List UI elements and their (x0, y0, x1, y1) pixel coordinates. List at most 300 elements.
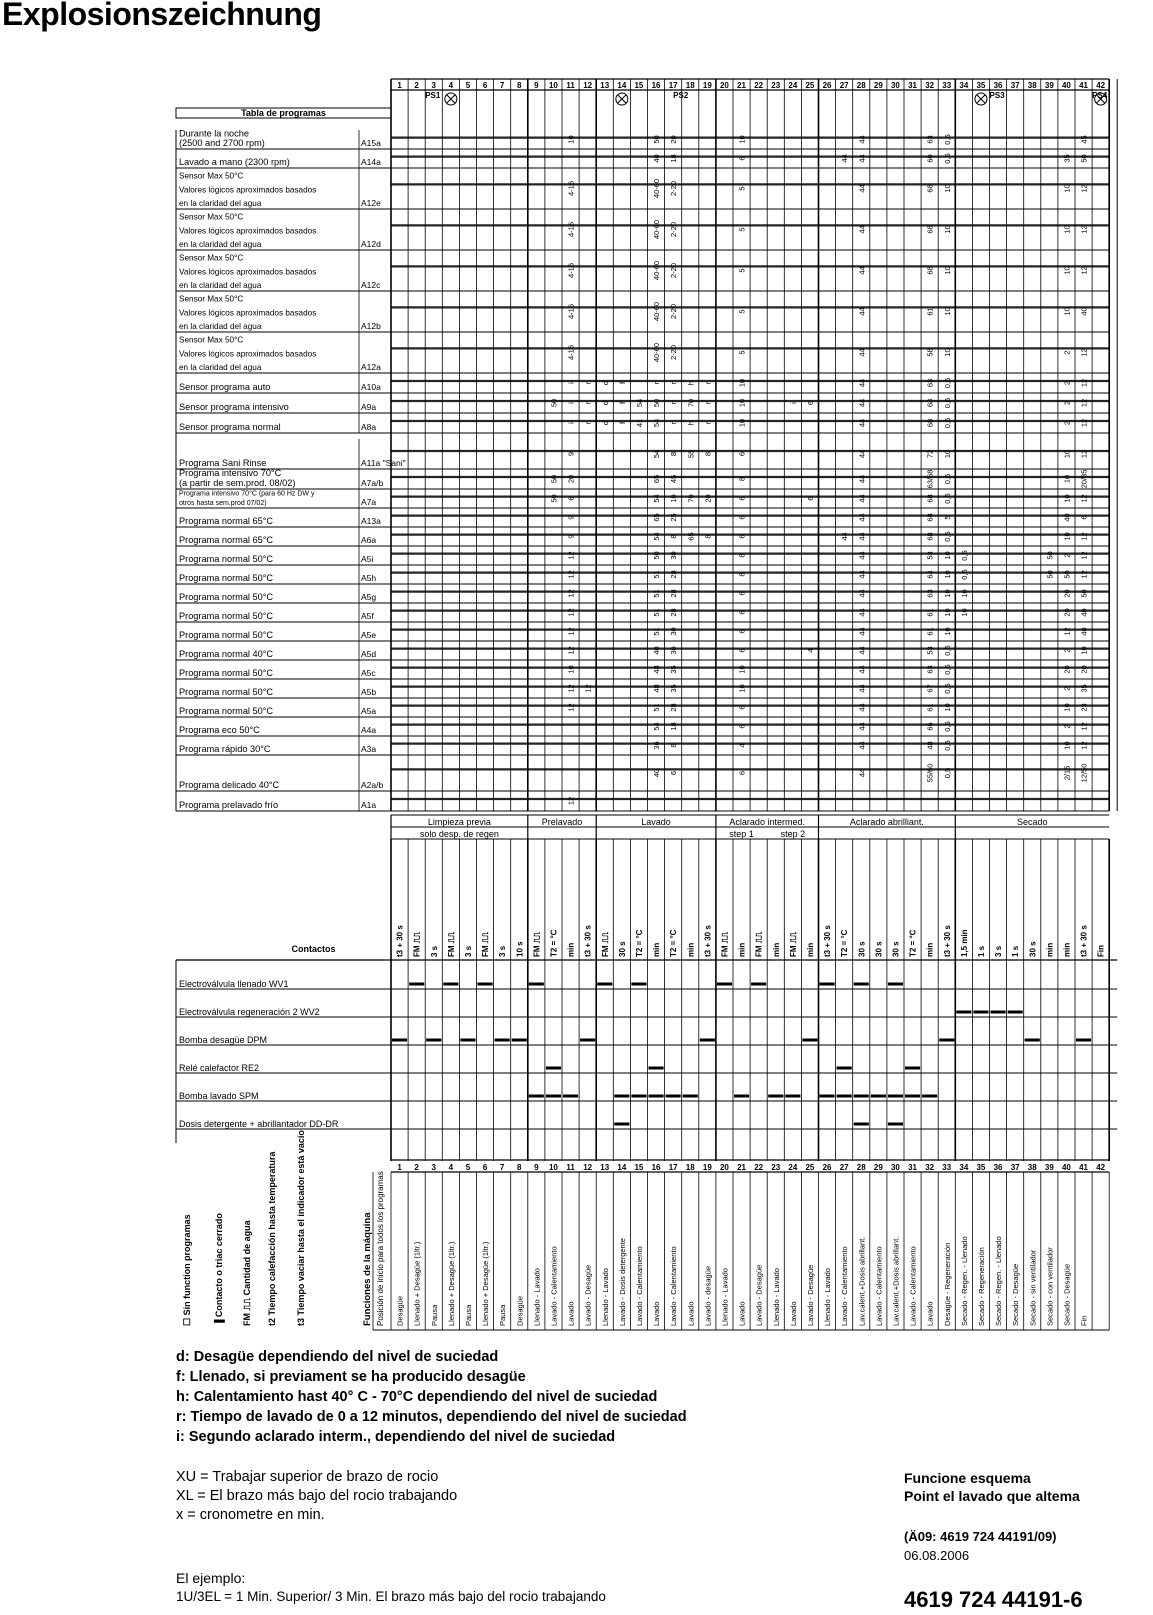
phase-label: Aclarado abrilliant. (849, 817, 924, 827)
column-parameter: 30 s (874, 941, 884, 957)
program-value: 58 (925, 348, 935, 357)
program-value: 12 (1079, 266, 1089, 275)
program-value: 50 (1045, 570, 1055, 579)
column-number-bottom: 10 (548, 1163, 558, 1172)
program-code: A1a (361, 800, 377, 810)
program-value: 54 (652, 449, 662, 459)
program-code: A13a (361, 516, 381, 526)
program-value: 10 (566, 665, 576, 674)
function-label: Llenado - Lavado (823, 1268, 833, 1326)
program-value: 20 (1062, 608, 1072, 617)
program-code: A5g (361, 592, 377, 602)
legend-f: f: Llenado, si previament se ha producido desagüe (176, 1369, 526, 1385)
program-value: 12 (1079, 225, 1089, 234)
program-value: 36 (652, 741, 662, 750)
program-value: 12 (1079, 570, 1089, 579)
document-number: 4619 724 44191-6 (904, 1587, 1083, 1612)
function-label: Desagüe - Regeneración (942, 1242, 952, 1326)
function-label: Secado - Desagüe (1062, 1263, 1072, 1326)
pressure-switch-label: PS4 (1092, 91, 1108, 100)
program-value: 44 (857, 225, 867, 234)
program-name: (a partir de sem.prod. 08/02) (179, 478, 296, 488)
program-name: Sensor Max 50°C (179, 253, 244, 263)
program-value: 6 (737, 591, 747, 596)
legend-d: d: Desagüe dependiendo del nivel de suciedad (176, 1349, 499, 1365)
program-value: 44 (857, 684, 867, 693)
column-number-top: 18 (685, 81, 695, 90)
program-name: Sensor Max 50°C (179, 212, 244, 222)
program-value: 12 (566, 684, 576, 693)
program-value: 9 (566, 515, 576, 520)
program-value: r (652, 381, 662, 385)
program-value: 40-60 (652, 219, 662, 240)
program-code: A12c (361, 280, 381, 290)
program-value: r (703, 401, 713, 405)
program-value: 50 (549, 494, 559, 503)
column-number-bottom: 22 (754, 1163, 764, 1172)
program-value: 40-60 (652, 301, 662, 322)
program-value: 12 (1079, 398, 1089, 408)
document-date: 06.08.2006 (904, 1548, 970, 1563)
program-value: 10 (737, 665, 747, 674)
program-value: 44 (857, 266, 867, 275)
program-value: 44 (857, 307, 867, 316)
program-value: 12 (1079, 741, 1089, 750)
function-label: Secado - Regeneración (976, 1247, 986, 1326)
key-item: t3 Tiempo vaciar hasta el indicador está vacío (296, 1130, 306, 1326)
program-value: 28 (669, 703, 679, 712)
legend-r: r: Tiempo de lavado de 0 a 12 minutos, dependiendo del nivel de suciedad (176, 1409, 687, 1425)
program-name: Programa Sani Rinse (179, 458, 267, 468)
program-name: Programa normal 65°C (179, 535, 274, 545)
program-value: h (686, 420, 696, 426)
program-value: 50 (652, 398, 662, 408)
function-label: Secado - Desagüe (1011, 1263, 1021, 1326)
program-value: 20/35 (1079, 469, 1089, 489)
phase-label: Prelavado (541, 817, 583, 827)
program-value: 18 (669, 154, 679, 163)
column-number-top: 9 (534, 81, 539, 90)
program-value: 40 (652, 154, 662, 163)
program-value: 0,5 (942, 473, 952, 485)
program-value: 50 (549, 474, 559, 484)
program-name: Programa normal 50°C (179, 668, 274, 678)
program-value: 12 (1079, 532, 1089, 541)
program-value: 2-20 (669, 180, 679, 197)
column-number-bottom: 30 (890, 1163, 900, 1172)
column-number-top: 22 (754, 81, 764, 90)
program-value: 6 (737, 515, 747, 520)
program-value: 4-16 (566, 303, 576, 320)
program-value: 10 (737, 378, 747, 388)
column-parameter: T2 = °C (669, 929, 679, 957)
program-value: 10 (1062, 184, 1072, 193)
column-number-bottom: 29 (873, 1163, 883, 1172)
column-number-top: 12 (583, 81, 593, 90)
program-name: Programa normal 50°C (179, 611, 274, 621)
program-value: 8 (703, 451, 713, 457)
function-label: Desagüe (515, 1295, 525, 1326)
program-value: 10 (1062, 225, 1072, 234)
page-title: Explosionszeichnung (2, 0, 322, 32)
program-value: 44 (857, 135, 867, 144)
program-value: 10 (942, 348, 952, 357)
program-code: A5a (361, 706, 377, 716)
program-value: 50 (652, 135, 662, 144)
program-value: 60 (925, 154, 935, 163)
column-number-bottom: 3 (431, 1163, 436, 1172)
column-number-top: 26 (822, 81, 832, 90)
phase-label: Lavado (641, 817, 671, 827)
program-code: A14a (361, 157, 381, 167)
program-value: r (703, 421, 713, 425)
column-parameter: FM ⎍⎍ (720, 932, 730, 957)
function-label: Lavado - Calentamiento (634, 1246, 644, 1326)
program-value: 40 (1079, 307, 1089, 316)
program-name: Programa normal 50°C (179, 592, 274, 602)
legend-h: h: Calentamiento hast 40° C - 70°C dependiendo del nivel de suciedad (176, 1389, 658, 1405)
program-value: 2-20 (669, 221, 679, 238)
column-number-top: 15 (634, 81, 644, 90)
program-value: d (600, 380, 610, 386)
program-value: r (669, 401, 679, 405)
column-parameter: T2 = °C (908, 929, 918, 957)
program-value: 44 (857, 551, 867, 560)
program-code: A5f (361, 611, 374, 621)
program-value: 10 (942, 703, 952, 712)
program-name: Programa normal 65°C (179, 516, 274, 526)
key-item: ☐ Sin function programas (182, 1214, 192, 1326)
program-name: en la claridad del agua (179, 322, 262, 331)
program-name: en la claridad del agua (179, 199, 262, 208)
subphase-label: step 1 (729, 829, 754, 839)
program-value: 4 (737, 743, 747, 748)
program-value: 10 (942, 225, 952, 234)
column-parameter: FM ⎍⎍ (532, 932, 542, 957)
program-value: 68 (925, 225, 935, 234)
program-value: 0,5 (942, 153, 952, 164)
column-parameter: min (925, 942, 935, 957)
program-value: r (703, 381, 713, 385)
program-value: 44 (857, 513, 867, 522)
program-value: 12 (1079, 494, 1089, 503)
program-value: 6 (566, 496, 576, 501)
program-value: h (686, 380, 696, 386)
program-value: 51 (652, 570, 662, 579)
program-value: 10 (737, 418, 747, 428)
program-value: 0,5 (959, 550, 969, 561)
pressure-switch-label: PS3 (989, 91, 1005, 100)
table-title: Tabla de programas (241, 108, 326, 118)
program-value: 6 (669, 770, 679, 776)
side-line-2: Point el lavado que altema (904, 1488, 1080, 1504)
program-value: 44 (857, 665, 867, 674)
column-number-top: 6 (482, 81, 488, 90)
program-code: A5e (361, 630, 377, 640)
function-label: Lavado - Desagüe (805, 1264, 815, 1326)
column-parameter: Fin (1096, 945, 1106, 957)
column-parameter: t3 + 30 s (823, 925, 833, 957)
program-value: i (566, 422, 576, 424)
program-value: 0,5 (942, 645, 952, 656)
program-value: 12 (1079, 184, 1089, 193)
program-value: 51 (652, 627, 662, 636)
column-parameter: 30 s (617, 941, 627, 957)
program-value: 65 (652, 513, 662, 522)
program-name: Valores lógicos aproximados basados (179, 308, 317, 318)
column-number-bottom: 27 (839, 1163, 849, 1172)
program-value: 68 (925, 494, 935, 503)
function-label: Llenado - Lavado (771, 1268, 781, 1326)
program-code: A11a "Sani" (361, 458, 406, 468)
column-number-bottom: 39 (1044, 1163, 1054, 1172)
column-number-bottom: 33 (942, 1163, 952, 1172)
contact-name: Relé calefactor RE2 (179, 1063, 260, 1073)
program-name: Valores lógicos aproximados basados (179, 267, 317, 277)
program-value: 10 (669, 494, 679, 503)
program-value: 12 (1079, 418, 1089, 428)
program-value: 12 (1062, 627, 1072, 636)
program-value: 44 (857, 589, 867, 598)
phase-label: Secado (1016, 817, 1048, 827)
column-number-top: 23 (771, 81, 781, 90)
program-value: 66 (925, 722, 935, 731)
program-code: A6a (361, 535, 377, 545)
column-number-top: 40 (1061, 81, 1071, 90)
column-number-bottom: 21 (737, 1163, 747, 1172)
program-name: otros hasta sem.prod 07/02) (179, 500, 267, 507)
program-code: A12e (361, 198, 381, 208)
program-value: 2 (1062, 400, 1072, 406)
program-value: 6 (737, 724, 747, 729)
column-number-bottom: 14 (617, 1163, 627, 1172)
contact-name: Bomba lavado SPM (179, 1091, 259, 1101)
program-value: 2-20 (669, 262, 679, 279)
column-number-bottom: 7 (499, 1163, 505, 1172)
column-parameter: min (652, 942, 662, 957)
column-parameter: 1 s (1011, 945, 1021, 957)
program-value: 12 (566, 570, 576, 579)
program-value: 44 (857, 570, 867, 579)
program-value: 68 (925, 184, 935, 193)
column-number-bottom: 16 (651, 1163, 661, 1172)
program-value: 44 (857, 608, 867, 617)
column-number-bottom: 15 (634, 1163, 644, 1172)
program-value: f (617, 381, 627, 385)
program-value: 40 (652, 768, 662, 778)
column-number-top: 16 (651, 81, 661, 90)
column-number-bottom: 17 (668, 1163, 678, 1172)
program-name: Sensor programa auto (179, 382, 271, 392)
column-number-bottom: 8 (517, 1163, 522, 1172)
column-number-top: 34 (959, 81, 969, 90)
contact-name: Electroválvula llenado WV1 (179, 979, 289, 989)
program-code: A10a (361, 382, 381, 392)
function-label: Lavado (788, 1301, 798, 1326)
column-number-top: 5 (465, 81, 471, 90)
function-label: Secado - con ventilador (1045, 1247, 1055, 1326)
program-value: i (566, 382, 576, 384)
program-value: 8 (703, 534, 713, 539)
function-label: Secado - Regen. - Llenado (959, 1236, 969, 1326)
column-parameter: 3 s (994, 945, 1004, 957)
program-value: 20 (669, 135, 679, 144)
column-number-top: 38 (1027, 81, 1037, 90)
program-value: i (566, 402, 576, 404)
program-value: 70 (686, 494, 696, 503)
program-value: 44 (840, 154, 850, 163)
program-value: 10 (959, 608, 969, 617)
column-parameter: t3 + 30 s (395, 925, 405, 957)
program-name: Programa normal 40°C (179, 649, 274, 659)
column-parameter: min (805, 942, 815, 957)
program-value: 5 (737, 350, 747, 355)
program-name: Valores lógicos aproximados basados (179, 185, 317, 195)
program-value: 40 (652, 646, 662, 655)
column-number-bottom: 1 (397, 1163, 402, 1172)
program-value: 44 (857, 494, 867, 503)
function-label: Llenado - Lavado (532, 1268, 542, 1326)
function-label: Llenado - Lavado (720, 1268, 730, 1326)
note-xu: XU = Trabajar superior de brazo de rocio (176, 1469, 439, 1485)
column-parameter: T2 = °C (549, 929, 559, 957)
function-label: Pausa (463, 1304, 473, 1326)
program-value: 48 (925, 741, 935, 750)
function-label: Lavado - Calentamiento (874, 1246, 884, 1326)
column-parameter: 3 s (498, 945, 508, 957)
program-value: 68 (925, 513, 935, 522)
column-number-bottom: 26 (822, 1163, 832, 1172)
column-number-top: 3 (431, 81, 436, 90)
column-number-top: 33 (942, 81, 952, 90)
program-value: 0,5 (942, 377, 952, 389)
function-label: Llenado + Desagüe (1ltr.) (481, 1241, 491, 1326)
program-value: 10 (737, 135, 747, 144)
program-value: 6 (737, 648, 747, 653)
column-number-bottom: 31 (908, 1163, 918, 1172)
program-value: 35 (669, 665, 679, 674)
program-code: A12d (361, 239, 381, 249)
function-label: Secado - sin ventilador (1028, 1249, 1038, 1326)
column-number-top: 36 (993, 81, 1003, 90)
program-value: 10 (1062, 703, 1072, 712)
program-value: 23 (1079, 703, 1089, 712)
column-number-bottom: 34 (959, 1163, 969, 1172)
column-number-top: 2 (414, 81, 419, 90)
program-value: 8 (737, 476, 747, 482)
program-name: Programa intensivo 70°C (para 60 Hz DW y (179, 490, 315, 498)
functions-title: Funciones de la máquina (362, 1212, 373, 1326)
column-number-top: 27 (839, 81, 849, 90)
program-value: 55 (686, 449, 696, 459)
function-label: Lavado - Dosis detergente (617, 1238, 627, 1326)
column-parameter: t3 + 30 s (583, 925, 593, 957)
program-value: r (669, 421, 679, 425)
program-value: 0,5 (942, 493, 952, 504)
program-value: 10 (737, 684, 747, 693)
column-number-top: 21 (737, 81, 747, 90)
column-number-bottom: 5 (465, 1163, 471, 1172)
program-value: 0,5 (942, 664, 952, 675)
program-value: 12 (1079, 449, 1089, 459)
program-value: 4-16 (566, 262, 576, 279)
program-value: 40 (1079, 627, 1089, 636)
program-value: 54 (652, 418, 662, 428)
column-number-top: 41 (1079, 81, 1089, 90)
program-value: 0,5 (942, 767, 952, 779)
program-value: 65 (686, 532, 696, 541)
function-label: Llenado - Lavado (600, 1268, 610, 1326)
function-label: Pausa (498, 1304, 508, 1326)
column-number-top: 10 (548, 81, 558, 90)
program-value: 20 (566, 474, 576, 484)
program-value: 18 (669, 722, 679, 731)
program-value: 4-16 (566, 180, 576, 197)
program-value: 25 (669, 513, 679, 522)
program-value: 12 (566, 627, 576, 636)
program-value: 0,5 (942, 417, 952, 429)
program-value: 2/15 (1062, 765, 1072, 781)
program-value: 20 (1062, 665, 1072, 674)
program-value: 50 (1079, 589, 1089, 598)
column-number-bottom: 38 (1027, 1163, 1037, 1172)
program-code: A5c (361, 668, 376, 678)
example-text: 1U/3EL = 1 Min. Superior/ 3 Min. El brazo más bajo del rocio trabajando (176, 1589, 606, 1604)
switch-symbol-icon (445, 93, 457, 105)
program-value: 6 (737, 156, 747, 161)
program-name: Durante la noche (179, 128, 249, 139)
program-value: 40-60 (652, 342, 662, 363)
program-name: Sensor Max 50°C (179, 171, 244, 181)
program-value: 70 (686, 398, 696, 408)
program-value: 10 (942, 449, 952, 459)
program-name: Sensor Max 50°C (179, 294, 244, 304)
column-number-top: 11 (566, 81, 575, 90)
column-parameter: FM ⎍⎍ (481, 932, 491, 957)
program-value: 35 (1062, 154, 1072, 163)
program-value: 2 (1062, 686, 1072, 691)
program-value: 45 (1079, 135, 1089, 144)
program-value: 5 (942, 515, 952, 520)
program-code: A12b (361, 321, 381, 331)
program-value: 44 (857, 184, 867, 193)
function-label: Llenado + Desagüe (1ltr.) (446, 1241, 456, 1326)
program-value: 9 (566, 534, 576, 539)
program-value: 6 (805, 400, 815, 406)
program-value: 50 (652, 551, 662, 560)
program-value: 51 (652, 703, 662, 712)
key-item: t2 Tiempo calefacción hasta temperatura (267, 1151, 277, 1326)
program-value: 4-16 (566, 221, 576, 238)
program-value: 44 (857, 703, 867, 712)
column-parameter: t3 + 30 s (1079, 925, 1089, 957)
program-value: 10 (1062, 266, 1072, 275)
program-value: 9 (566, 451, 576, 457)
program-value: 5 (737, 268, 747, 273)
program-value: 28 (669, 570, 679, 579)
column-number-top: 1 (397, 81, 402, 90)
column-number-top: 14 (617, 81, 627, 90)
program-value: 51 (652, 589, 662, 598)
program-name: en la claridad del agua (179, 281, 262, 290)
column-number-top: 17 (668, 81, 678, 90)
column-parameter: 30 s (857, 941, 867, 957)
function-start-label: Posición de inicio para todos los programas (376, 1171, 385, 1326)
column-number-bottom: 42 (1096, 1163, 1106, 1172)
program-value: 63 (925, 378, 935, 388)
program-value: 44 (857, 154, 867, 163)
program-value: 54 (652, 494, 662, 503)
